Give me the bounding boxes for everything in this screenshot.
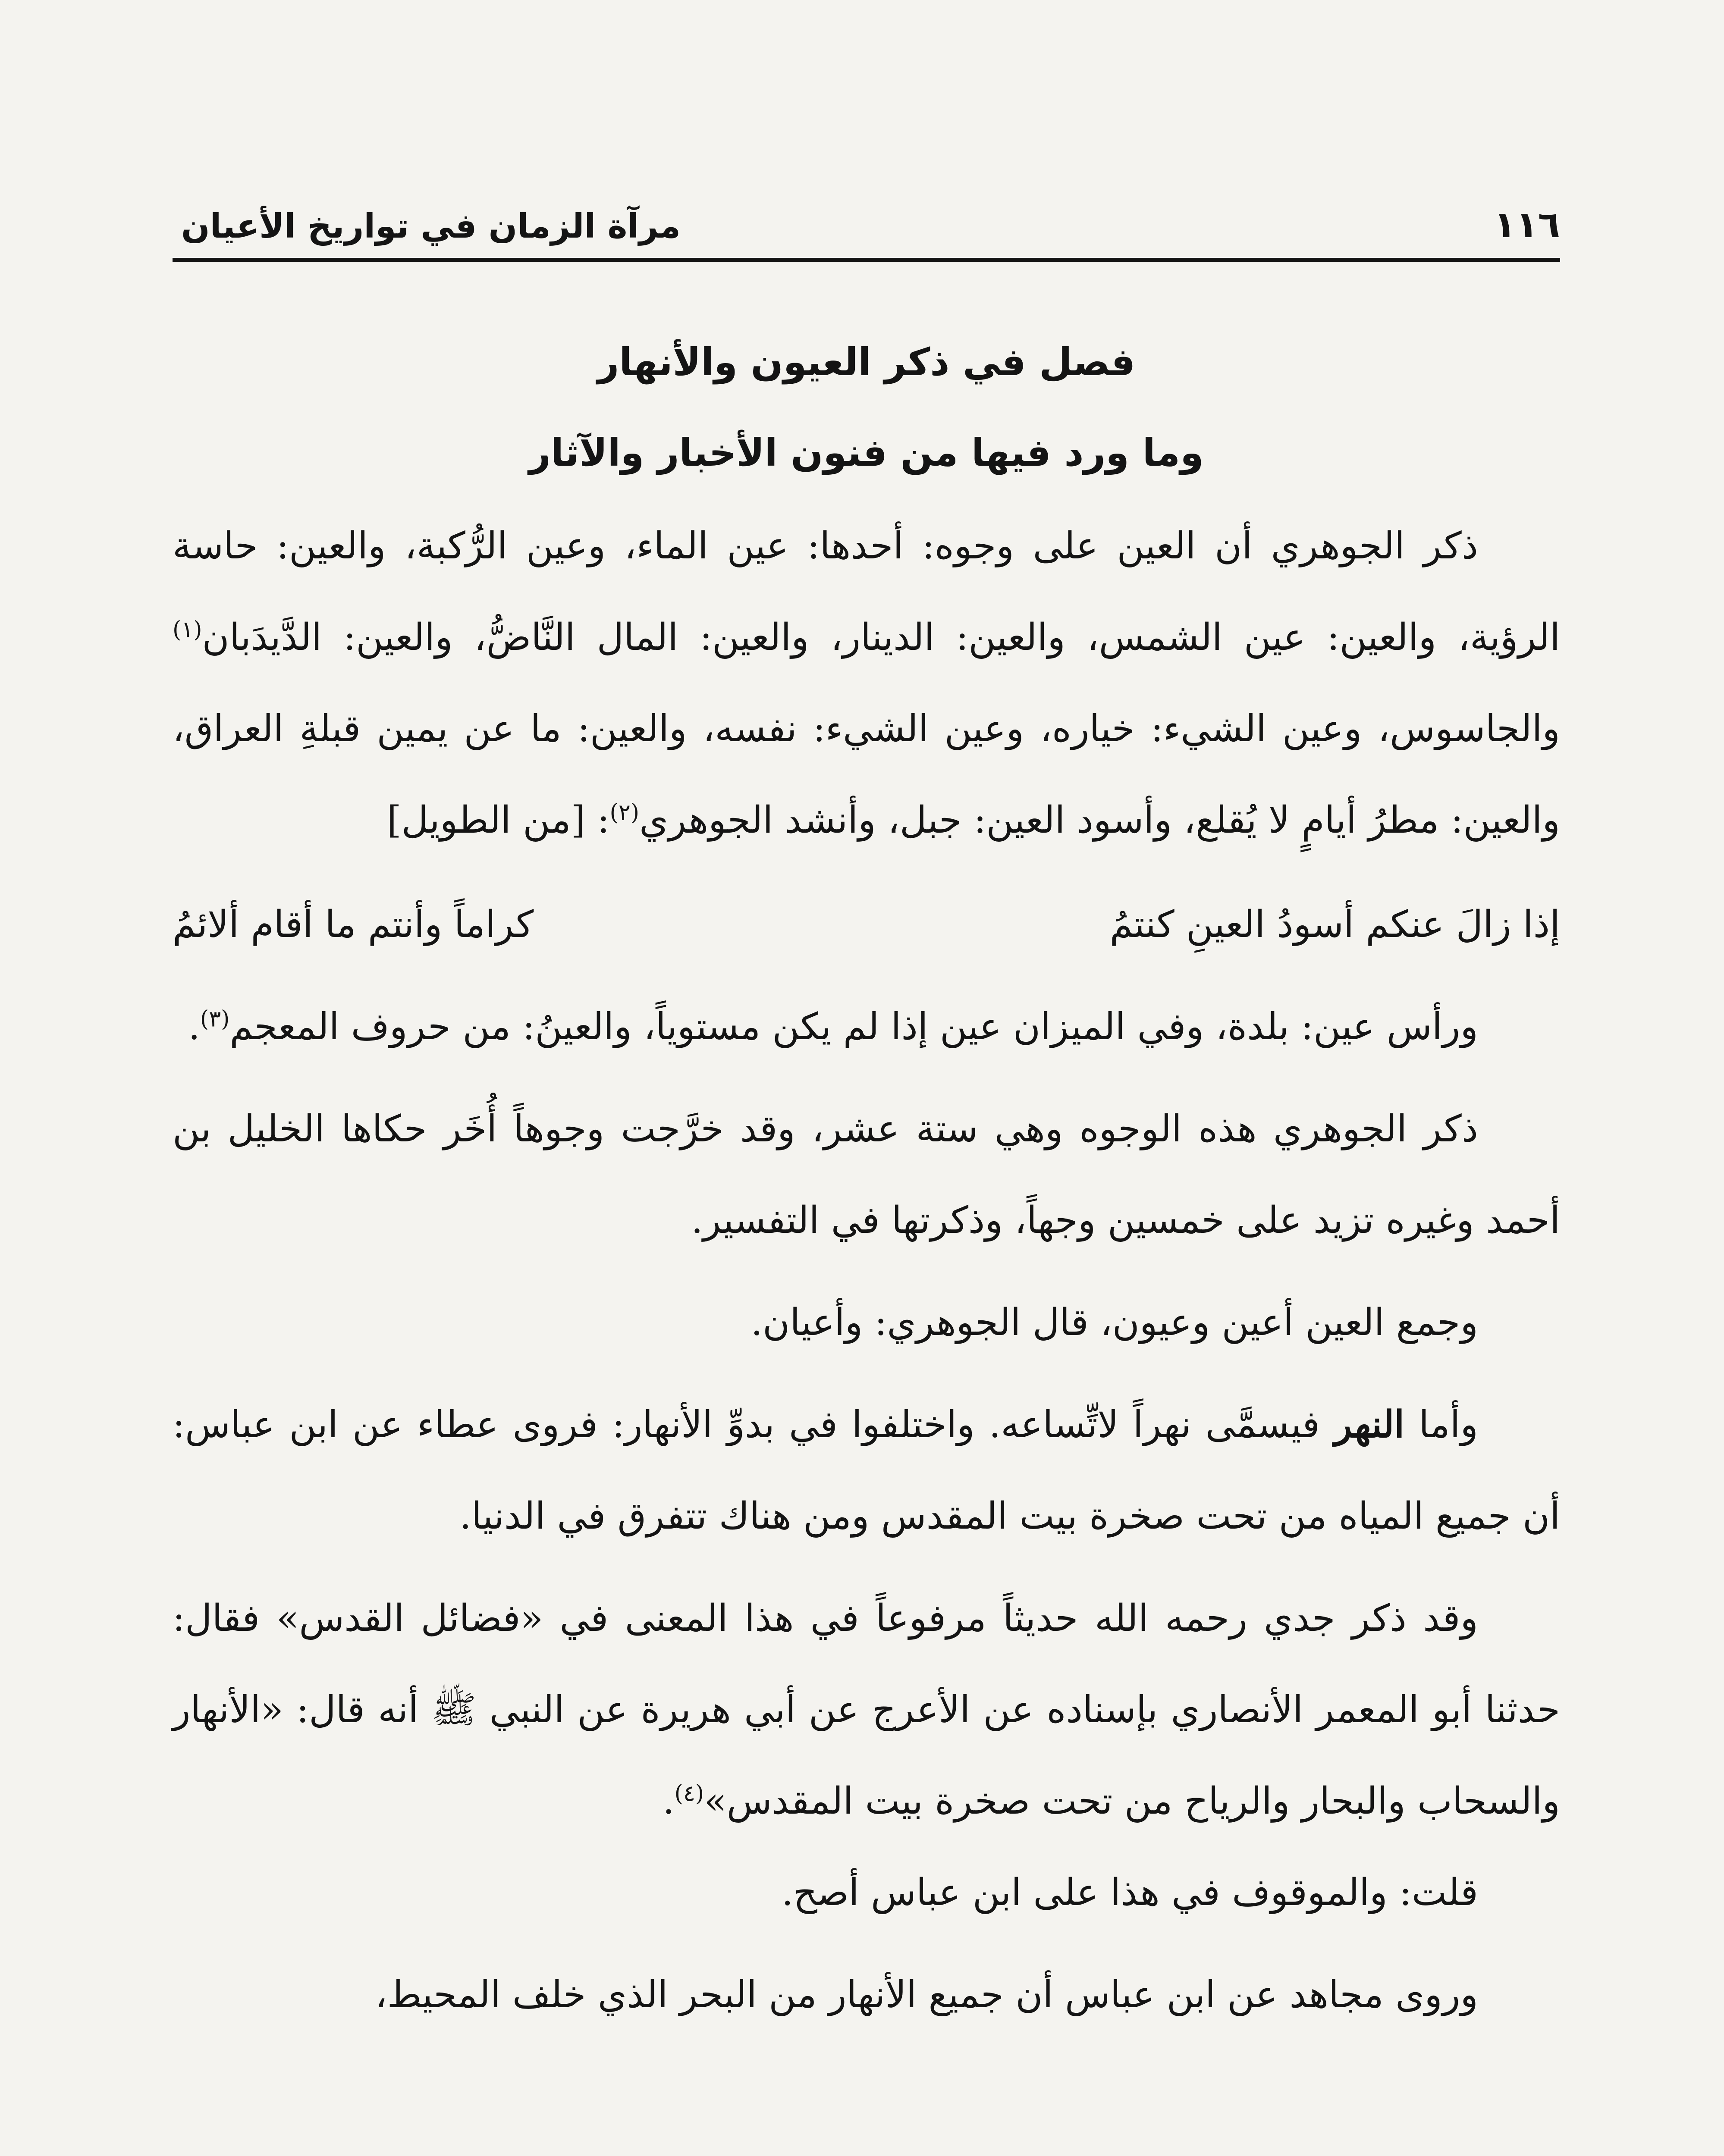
paragraph-5-text-a: وأما [1404, 1403, 1478, 1446]
poetry-verse [173, 879, 1560, 970]
paragraph-1-text-a: ذكر الجوهري أن العين على وجوه: أحدها: عين الماء، وعين الرُّكبة، والعين: حاسة الرؤية، والعين: عين الشمس، والعين: الدينار، والعين: المال النَّاضُّ، والعين: الدَّيدَبان [173, 524, 1560, 659]
footnote-ref-4[interactable]: (٤) [674, 1780, 704, 1807]
running-title: مرآة الزمان في تواريخ الأعيان [181, 207, 681, 246]
paragraph-1-text-b: والجاسوس، وعين الشيء: خياره، وعين الشيء: نفسه، والعين: ما عن يمين قبلةِ العراق، والعين: مطرُ أيامٍ لا يُقلع، وأسود العين: جبل، وأنشد الجوهري [173, 707, 1560, 842]
footnote-ref-3[interactable]: (٣) [200, 1006, 230, 1032]
paragraph-8: وروى مجاهد عن ابن عباس أن جميع الأنهار من البحر الذي خلف المحيط، [375, 1973, 1478, 2016]
header-rule [173, 258, 1560, 262]
paragraph-1 [173, 500, 1560, 866]
paragraph-1-text-c: : [من الطويل] [387, 799, 610, 842]
footnote-ref-1[interactable]: (١) [173, 617, 202, 643]
paragraph-6-text-a: وقد ذكر جدي رحمه الله حديثاً مرفوعاً في هذا المعنى في «فضائل القدس» فقال: حدثنا أبو المعمر الأنصاري بإسناده عن الأعرج عن أبي هريرة عن النبي ﷺ أنه قال: «الأنهار والسحاب والبحار والرياح من تحت صخرة بيت المقدس» [173, 1597, 1560, 1823]
paragraph-4: وجمع العين أعين وعيون، قال الجوهري: وأعيان. [751, 1301, 1478, 1344]
chapter-title-line-1: فصل في ذكر العيون والأنهار [597, 340, 1136, 384]
paragraph-6 [173, 1573, 1560, 1847]
chapter-title [173, 317, 1560, 498]
chapter-title-line-2: وما ورد فيها من فنون الأخبار والآثار [529, 430, 1204, 475]
paragraph-2-text-b: . [188, 1005, 200, 1048]
page-header [181, 172, 1560, 246]
verse-hemistich-1: إذا زالَ عنكم أسودُ العينِ كنتمُ [1109, 903, 1560, 946]
paragraph-2-text-a: ورأس عين: بلدة، وفي الميزان عين إذا لم يكن مستوياً، والعينُ: من حروف المعجم [229, 1005, 1478, 1048]
paragraph-5-text-b: فيسمَّى نهراً لاتِّساعه. واختلفوا في بدوِّ الأنهار: فروى عطاء عن ابن عباس: أن جميع المياه من تحت صخرة بيت المقدس ومن هناك تتفرق في الدنيا. [173, 1403, 1560, 1538]
main-text [173, 500, 1560, 2040]
verse-hemistich-2: كراماً وأنتم ما أقام ألائمُ [173, 903, 534, 946]
page-number: ١١٦ [1494, 204, 1560, 246]
paragraph-6-text-b: . [663, 1780, 675, 1823]
footnote-ref-2[interactable]: (٢) [609, 799, 640, 826]
paragraph-7: قلت: والموقوف في هذا على ابن عباس أصح. [782, 1871, 1478, 1914]
paragraph-3: ذكر الجوهري هذه الوجوه وهي ستة عشر، وقد خرَّجت وجوهاً أُخَر حكاها الخليل بن أحمد وغيره تزيد على خمسين وجهاً، وذكرتها في التفسير. [173, 1107, 1560, 1242]
paragraph-2 [173, 981, 1560, 1072]
keyword-nahr: النهر [1334, 1403, 1405, 1446]
paragraph-5 [173, 1379, 1560, 1562]
